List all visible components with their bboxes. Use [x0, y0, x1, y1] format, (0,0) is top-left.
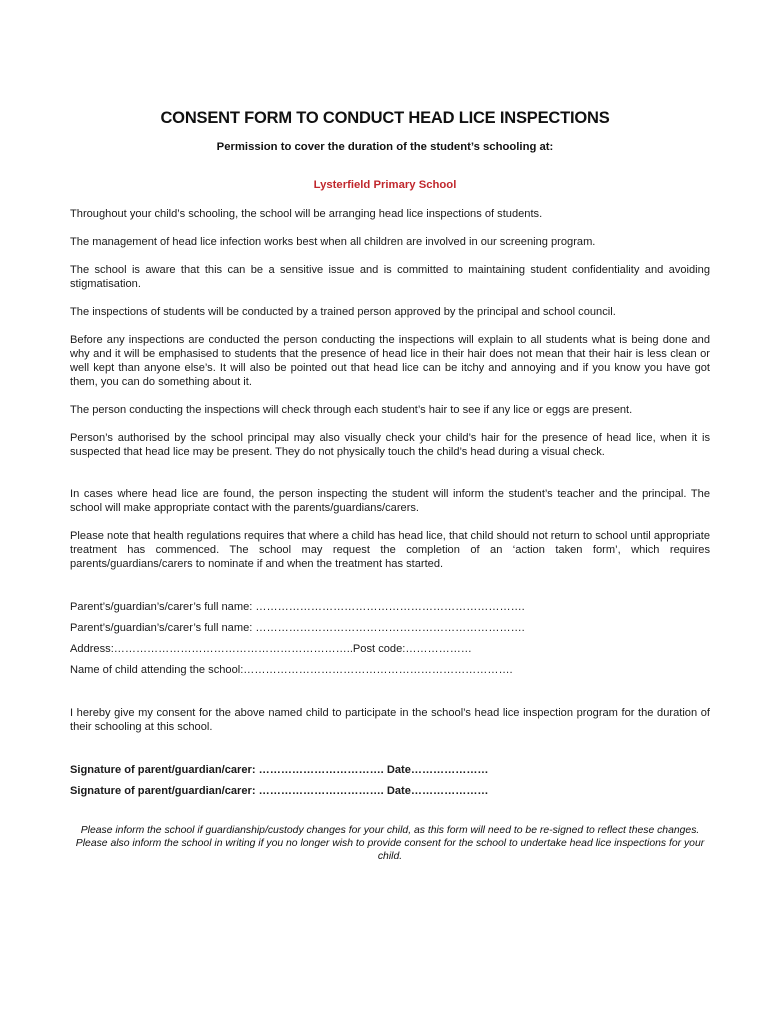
- paragraph-check: The person conducting the inspections will check through each student’s hair to see if any lice or eggs are present.: [70, 404, 633, 416]
- paragraph-management: The management of head lice infection works best when all children are involved in our screening program.: [70, 236, 596, 248]
- school-name: Lysterfield Primary School: [313, 179, 457, 191]
- parent-name-field-2[interactable]: Parent’s/guardian’s/carer’s full name: ……………………………………………………………….: [70, 622, 525, 634]
- child-name-field[interactable]: Name of child attending the school:……………………………………………………………….: [70, 664, 513, 676]
- paragraph-regulations: Please note that health regulations requires that where a child has head lice, that child should not return to school until appropriate treatment has commenced. The school may request the completion of an ‘action taken form’, which requires parents/guardians/carers to nominate if and when the treatment has started.: [70, 530, 710, 570]
- form-subtitle: Permission to cover the duration of the student’s schooling at:: [216, 141, 554, 153]
- paragraph-explanation: Before any inspections are conducted the person conducting the inspections will explain to all students what is being done and why and it will be emphasised to students that the presence of head lice in their hair does not mean that their hair is less clean or well kept than anyone else’s. It will also be pointed out that head lice can be itchy and annoying and if you know you have got them, you can do something about it.: [70, 334, 710, 388]
- consent-statement: I hereby give my consent for the above named child to participate in the school’s head lice inspection program for the duration of their schooling at this school.: [70, 707, 710, 733]
- paragraph-confidentiality: The school is aware that this can be a sensitive issue and is committed to maintaining student confidentiality and avoiding stigmatisation.: [70, 264, 710, 290]
- parent-name-field-1[interactable]: Parent’s/guardian’s/carer’s full name: ……………………………………………………………….: [70, 601, 525, 613]
- signature-line-1[interactable]: Signature of parent/guardian/carer: ……………………………. Date…………………: [70, 764, 489, 776]
- paragraph-trained-person: The inspections of students will be conducted by a trained person approved by the principal and school council.: [70, 306, 616, 318]
- footer-note: Please inform the school if guardianship/custody changes for your child, as this form will need to be re-signed to reflect these changes. Please also inform the school in writing if you no longer wish to provide consent for the school to undertake head lice inspections for your child.: [75, 825, 705, 862]
- address-field[interactable]: Address:………………………………………………………..Post code:………………: [70, 643, 472, 655]
- paragraph-visual-check: Person’s authorised by the school principal may also visually check your child’s hair for the presence of head lice, when it is suspected that head lice may be present. They do not physically touch the child’s head during a visual check.: [70, 432, 710, 458]
- paragraph-schedule: Throughout your child’s schooling, the school will be arranging head lice inspections of students.: [70, 208, 543, 220]
- form-title: CONSENT FORM TO CONDUCT HEAD LICE INSPECTIONS: [160, 109, 610, 127]
- signature-line-2[interactable]: Signature of parent/guardian/carer: ……………………………. Date…………………: [70, 785, 489, 797]
- paragraph-found: In cases where head lice are found, the person inspecting the student will inform the student’s teacher and the principal. The school will make appropriate contact with the parents/guardians/carers.: [70, 488, 710, 514]
